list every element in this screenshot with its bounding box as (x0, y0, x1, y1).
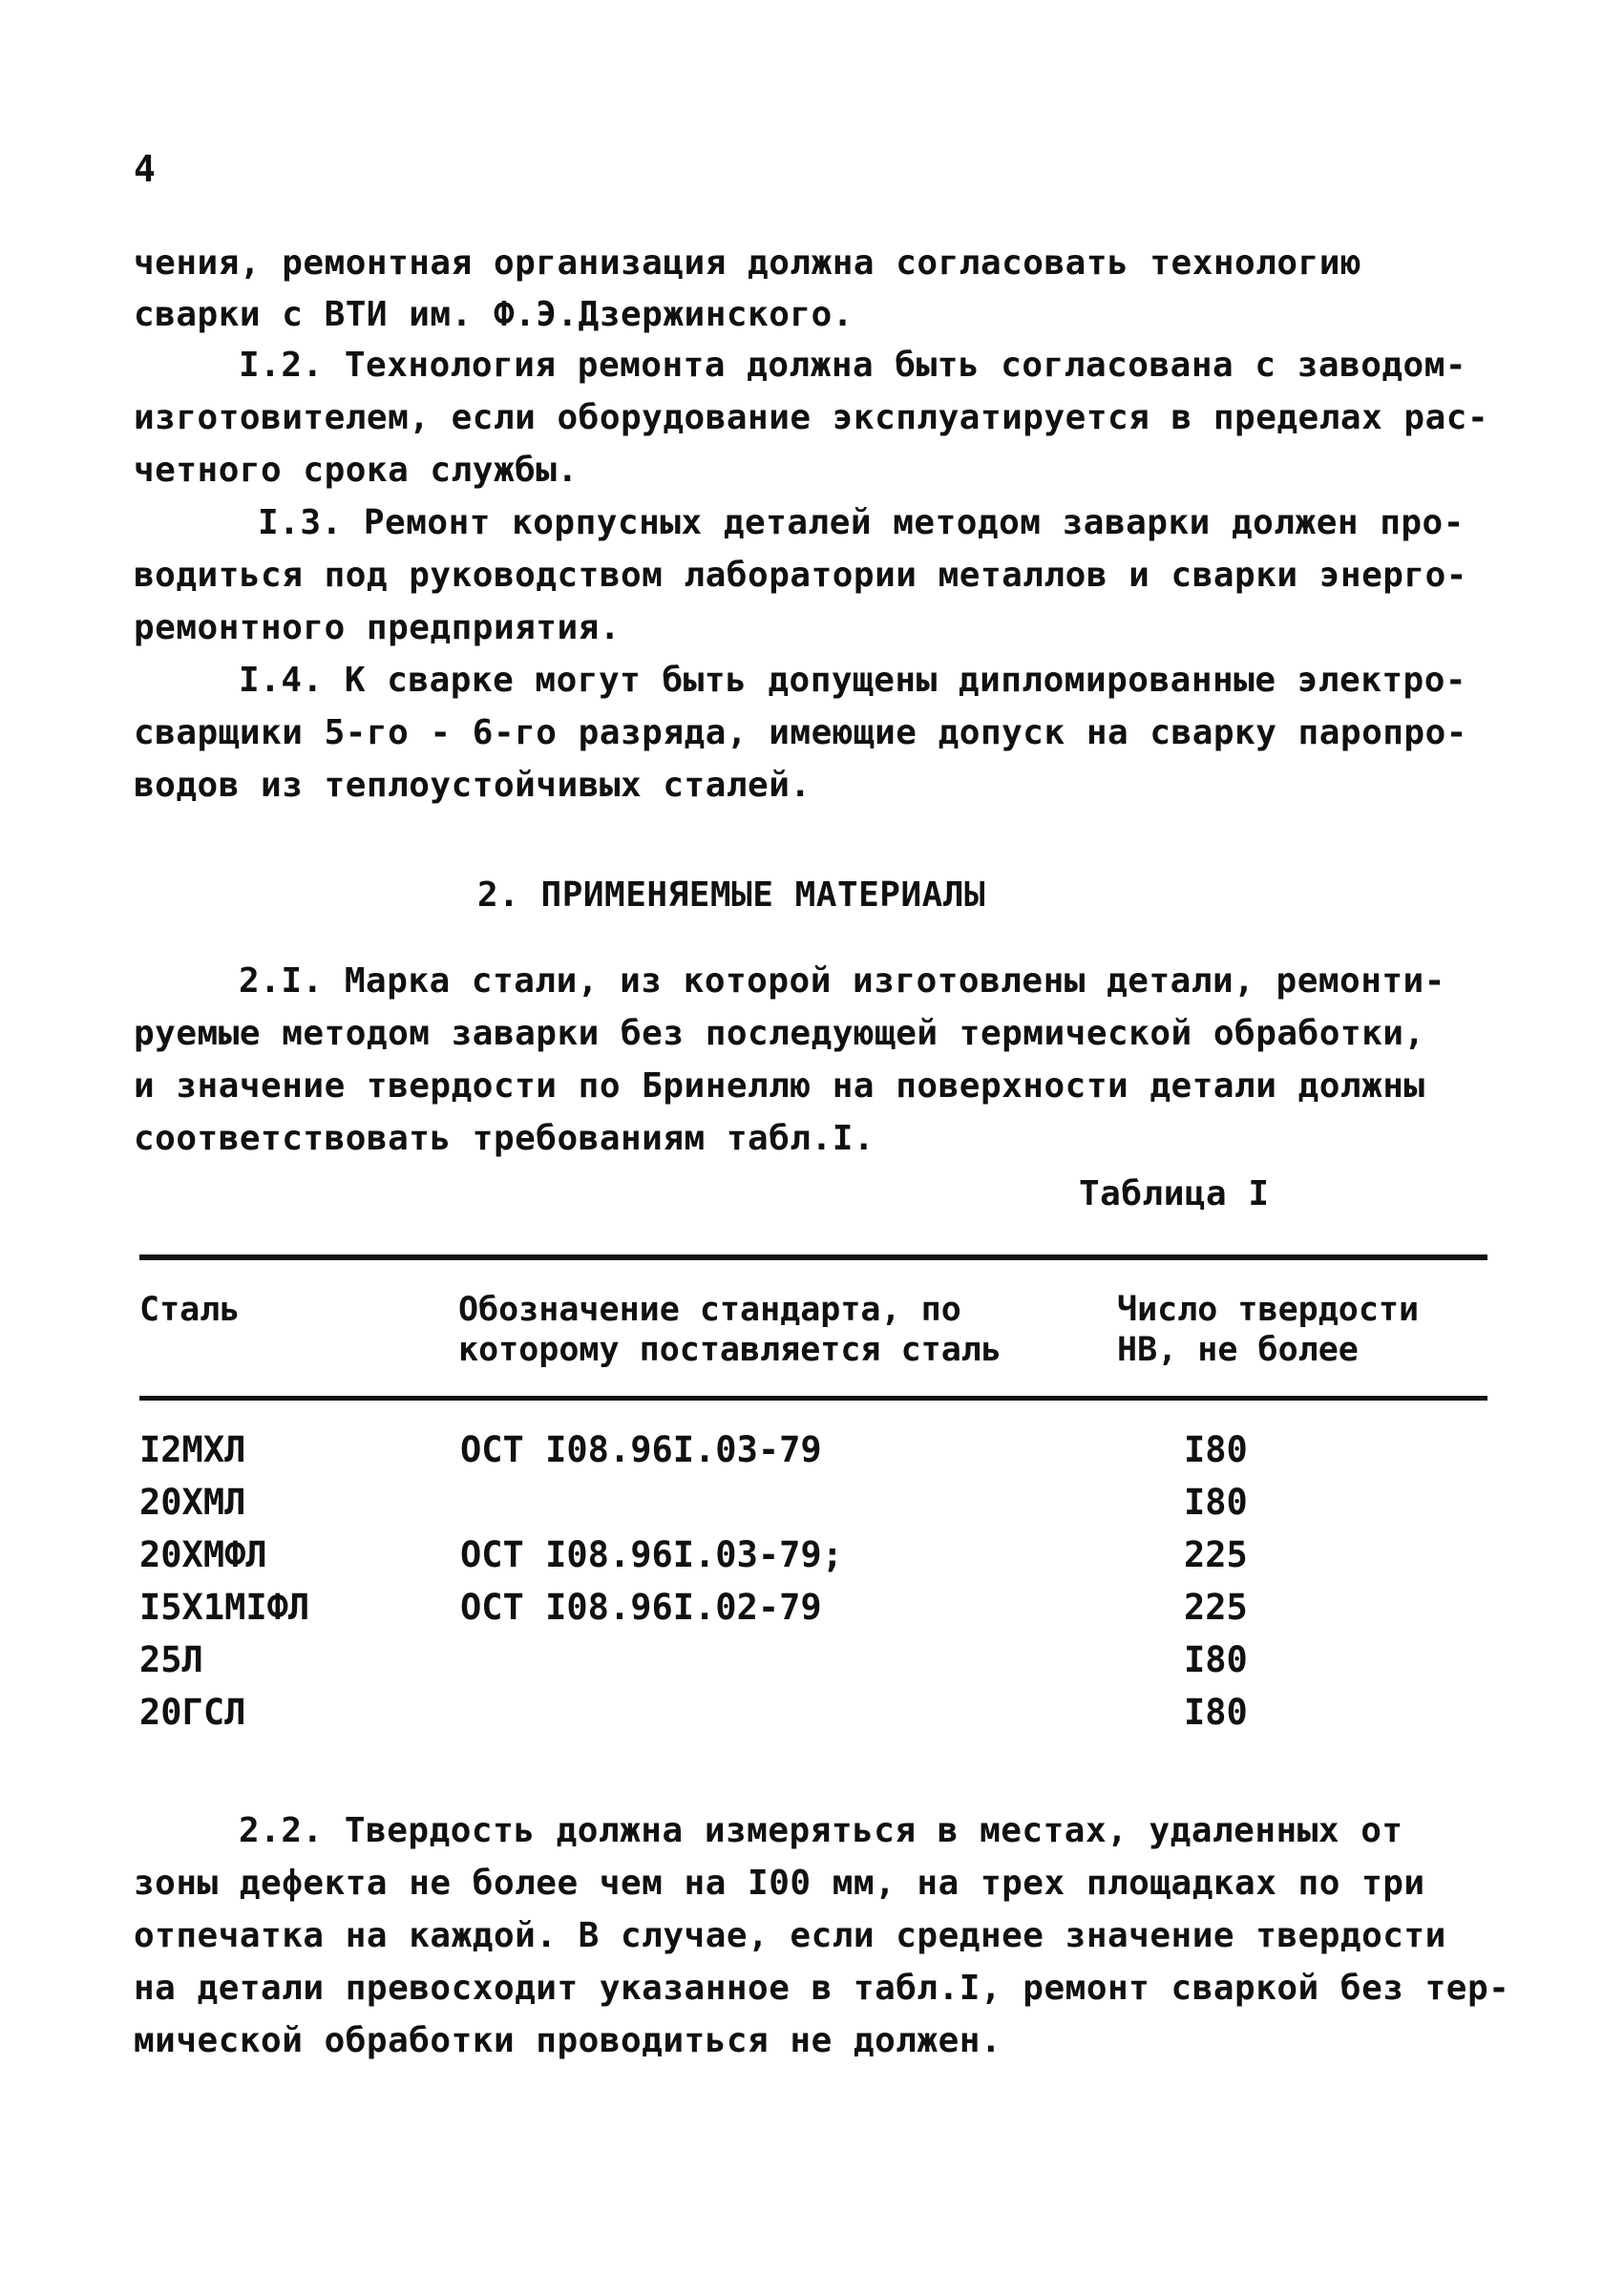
table-cell-hardness: I80 (1184, 1692, 1248, 1733)
table-header-hardness: НВ, не более (1117, 1331, 1359, 1369)
text-line: I.3. Ремонт корпусных деталей методом заварки должен про- (258, 503, 1465, 542)
text-line: водов из теплоустойчивых сталей. (134, 766, 812, 805)
table-cell-steel: I2МХЛ (139, 1429, 246, 1470)
table-cell-steel: 20ХМФЛ (139, 1534, 267, 1575)
text-line: I.4. К сварке могут быть допущены дипломированные электро- (239, 661, 1467, 700)
table-cell-hardness: 225 (1184, 1587, 1248, 1628)
table-top-rule (139, 1254, 1487, 1260)
text-line: сварки с ВТИ им. Ф.Э.Дзержинского. (134, 295, 854, 334)
table-cell-hardness: I80 (1184, 1482, 1248, 1523)
text-line: сварщики 5-го - 6-го разряда, имеющие допуск на сварку паропро- (134, 713, 1467, 752)
table-header-rule (139, 1396, 1487, 1401)
text-line: и значение твердости по Бринеллю на поверхности детали должны (134, 1066, 1425, 1106)
text-line: на детали превосходит указанное в табл.I, ремонт сваркой без тер- (134, 1969, 1510, 2008)
text-line: ремонтного предприятия. (134, 608, 621, 647)
text-line: руемые методом заварки без последующей термической обработки, (134, 1014, 1425, 1053)
page-number: 4 (134, 148, 157, 190)
text-line: 2.I. Марка стали, из которой изготовлены детали, ремонти- (239, 961, 1445, 1001)
text-line: четного срока службы. (134, 451, 579, 490)
table-cell-steel: 20ГСЛ (139, 1692, 246, 1733)
table-cell-steel: 20ХМЛ (139, 1482, 246, 1523)
table-header-hardness: Число твердости (1117, 1291, 1420, 1329)
table-header-standard: Обозначение стандарта, по (458, 1291, 961, 1329)
table-cell-steel: I5Х1МIФЛ (139, 1587, 310, 1628)
text-line: отпечатка на каждой. В случае, если среднее значение твердости (134, 1916, 1446, 1955)
table-cell-hardness: I80 (1184, 1639, 1248, 1680)
text-line: I.2. Технология ремонта должна быть согласована с заводом- (239, 346, 1467, 385)
table-cell-hardness: 225 (1184, 1534, 1248, 1575)
text-line: мической обработки проводиться не должен. (134, 2021, 1002, 2060)
table-cell-standard: ОСТ I08.96I.03-79; (460, 1534, 843, 1575)
text-line: зоны дефекта не более чем на I00 мм, на трех площадках по три (134, 1864, 1425, 1903)
table-header-steel: Сталь (139, 1291, 241, 1329)
table-cell-standard: ОСТ I08.96I.03-79 (460, 1429, 822, 1470)
table-caption: Таблица I (1079, 1174, 1270, 1213)
text-line: изготовителем, если оборудование эксплуатируется в пределах рас- (134, 398, 1489, 437)
text-line: водиться под руководством лаборатории металлов и сварки энерго- (134, 556, 1467, 595)
table-cell-hardness: I80 (1184, 1429, 1248, 1470)
table-cell-steel: 25Л (139, 1639, 203, 1680)
table-header-standard: которому поставляется сталь (458, 1331, 1002, 1369)
table-cell-standard: ОСТ I08.96I.02-79 (460, 1587, 822, 1628)
text-line: чения, ремонтная организация должна согласовать технологию (134, 243, 1362, 283)
section-heading: 2. ПРИМЕНЯЕМЫЕ МАТЕРИАЛЫ (477, 875, 986, 915)
text-line: соответствовать требованиям табл.I. (134, 1119, 875, 1158)
text-line: 2.2. Твердость должна измеряться в местах, удаленных от (239, 1811, 1403, 1850)
